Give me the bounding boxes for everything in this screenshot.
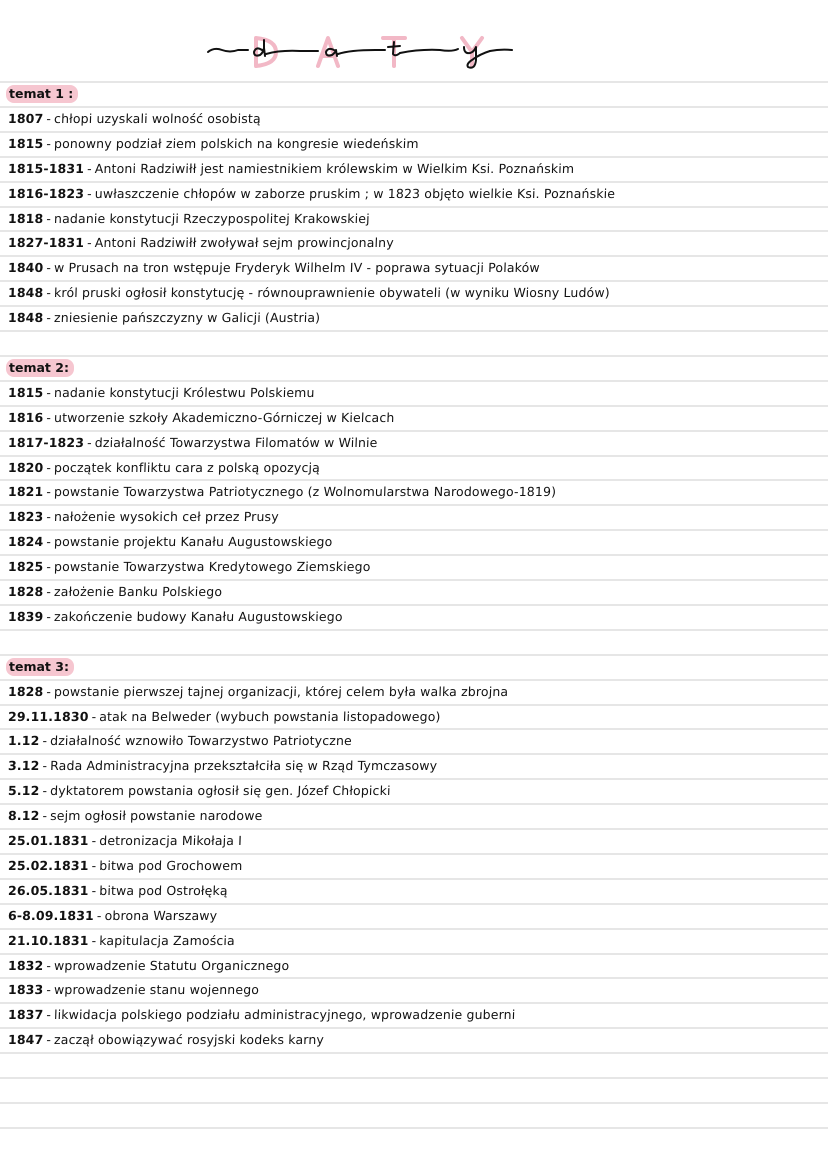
entry-date: 1848 (7, 310, 44, 325)
rule-line (0, 330, 828, 332)
entry-text: początek konfliktu cara z polską opozycją (53, 460, 321, 475)
timeline-entry (8, 979, 260, 1001)
entry-text: w Prusach na tron wstępuje Fryderyk Wilhelm IV - poprawa sytuacji Polaków (53, 260, 541, 275)
entry-dash: - (46, 1032, 52, 1047)
entry-date: 1821 (7, 484, 44, 499)
timeline-entry (8, 830, 243, 852)
entry-date: 1825 (7, 559, 44, 574)
timeline-entry (8, 905, 218, 927)
entry-dash: - (46, 484, 52, 499)
timeline-entry (8, 183, 616, 205)
entry-text: sejm ogłosił powstanie narodowe (49, 808, 263, 823)
timeline-entry (8, 556, 371, 578)
entry-date: 1837 (7, 1007, 44, 1022)
entry-dash: - (46, 211, 52, 226)
entry-text: chłopi uzyskali wolność osobistą (53, 111, 262, 126)
entry-text: bitwa pod Grochowem (99, 858, 243, 873)
entry-text: ponowny podział ziem polskich na kongresie wiedeńskim (53, 136, 420, 151)
title-lettering-icon (200, 20, 520, 80)
entry-text: Antoni Radziwiłł jest namiestnikiem królewskim w Wielkim Ksi. Poznańskim (94, 161, 575, 176)
entry-text: założenie Banku Polskiego (53, 584, 223, 599)
entry-dash: - (46, 285, 52, 300)
rule-line (0, 1102, 828, 1104)
entry-text: powstanie pierwszej tajnej organizacji, której celem była walka zbrojna (53, 684, 509, 699)
entry-dash: - (86, 435, 93, 450)
entry-dash: - (46, 460, 52, 475)
entry-date: 8.12 (7, 808, 40, 823)
entry-date: 1816-1823 (7, 186, 85, 201)
entry-date: 21.10.1831 (7, 933, 89, 948)
entry-date: 6-8.09.1831 (7, 908, 95, 923)
timeline-entry (8, 133, 420, 155)
entry-date: 1815-1831 (7, 161, 85, 176)
entry-dash: - (46, 385, 52, 400)
entry-dash: - (91, 709, 97, 724)
timeline-entry (8, 581, 223, 603)
entry-text: Antoni Radziwiłł zwoływał sejm prowincjonalny (94, 235, 395, 250)
entry-text: zaczął obowiązywać rosyjski kodeks karny (53, 1032, 325, 1047)
entry-date: 1840 (7, 260, 44, 275)
entry-text: uwłaszczenie chłopów w zaborze pruskim ; w 1823 objęto wielkie Ksi. Poznańskie (94, 186, 616, 201)
entry-text: likwidacja polskiego podziału administracyjnego, wprowadzenie guberni (53, 1007, 516, 1022)
entry-date: 1820 (7, 460, 44, 475)
entry-date: 1817-1823 (7, 435, 85, 450)
timeline-entry (8, 208, 371, 230)
entry-text: kapitulacja Zamościa (99, 933, 236, 948)
entry-date: 1832 (7, 958, 44, 973)
timeline-entry (8, 407, 395, 429)
timeline-entry (8, 855, 243, 877)
timeline-entry (8, 681, 509, 703)
section-heading: temat 3: (6, 658, 74, 676)
timeline-entry (8, 805, 263, 827)
entry-text: detronizacja Mikołaja I (99, 833, 243, 848)
timeline-entry (8, 506, 280, 528)
rule-line (0, 81, 828, 83)
entry-text: obrona Warszawy (104, 908, 218, 923)
entry-date: 1.12 (7, 733, 40, 748)
timeline-entry (8, 706, 441, 728)
timeline-entry (8, 531, 333, 553)
rule-line (0, 1052, 828, 1054)
timeline-entry (8, 481, 557, 503)
entry-dash: - (42, 733, 48, 748)
entry-dash: - (46, 559, 52, 574)
entry-date: 1816 (7, 410, 44, 425)
rule-line (0, 1077, 828, 1079)
entry-text: utworzenie szkoły Akademiczno-Górniczej w Kielcach (53, 410, 395, 425)
timeline-entry (8, 730, 353, 752)
entry-date: 3.12 (7, 758, 40, 773)
entry-text: powstanie projektu Kanału Augustowskiego (53, 534, 333, 549)
entry-dash: - (91, 883, 97, 898)
timeline-entry (8, 755, 438, 777)
timeline-entry (8, 307, 321, 329)
timeline-entry (8, 282, 611, 304)
entry-dash: - (42, 783, 48, 798)
section-heading: temat 2: (6, 359, 74, 377)
entry-dash: - (46, 958, 52, 973)
entry-dash: - (42, 808, 48, 823)
timeline-entry (8, 382, 315, 404)
entry-date: 1815 (7, 136, 44, 151)
entry-text: bitwa pod Ostrołęką (99, 883, 228, 898)
timeline-entry (8, 432, 378, 454)
timeline-entry (8, 606, 343, 628)
entry-text: nałożenie wysokich ceł przez Prusy (53, 509, 280, 524)
entry-text: zniesienie pańszczyzny w Galicji (Austria) (53, 310, 321, 325)
entry-text: dyktatorem powstania ogłosił się gen. Józef Chłopicki (49, 783, 391, 798)
entry-text: powstanie Towarzystwa Patriotycznego (z Wolnomularstwa Narodowego-1819) (53, 484, 557, 499)
entry-text: wprowadzenie stanu wojennego (53, 982, 260, 997)
timeline-entry (8, 780, 391, 802)
entry-date: 1828 (7, 684, 44, 699)
entry-dash: - (46, 982, 52, 997)
timeline-entry (8, 232, 395, 254)
entry-dash: - (86, 161, 93, 176)
entry-date: 5.12 (7, 783, 40, 798)
entry-date: 1833 (7, 982, 44, 997)
section-heading: temat 1 : (6, 85, 78, 103)
entry-date: 26.05.1831 (7, 883, 89, 898)
entry-date: 29.11.1830 (7, 709, 89, 724)
entry-date: 1839 (7, 609, 44, 624)
entry-text: król pruski ogłosił konstytucję - równouprawnienie obywateli (w wyniku Wiosny Ludów) (53, 285, 611, 300)
timeline-entry (8, 158, 575, 180)
entry-dash: - (42, 758, 48, 773)
entry-text: nadanie konstytucji Rzeczypospolitej Krakowskiej (53, 211, 371, 226)
entry-date: 1848 (7, 285, 44, 300)
rule-line (0, 1127, 828, 1129)
entry-dash: - (46, 684, 52, 699)
entry-dash: - (91, 933, 97, 948)
entry-text: działalność wznowiło Towarzystwo Patriotyczne (49, 733, 353, 748)
entry-dash: - (46, 260, 52, 275)
entry-dash: - (46, 111, 52, 126)
entry-dash: - (46, 509, 52, 524)
entry-date: 1828 (7, 584, 44, 599)
entry-date: 25.02.1831 (7, 858, 89, 873)
entry-text: atak na Belweder (wybuch powstania listopadowego) (99, 709, 441, 724)
entry-date: 1823 (7, 509, 44, 524)
entry-date: 1824 (7, 534, 44, 549)
entry-dash: - (46, 609, 52, 624)
entry-date: 25.01.1831 (7, 833, 89, 848)
timeline-entry (8, 108, 262, 130)
entry-dash: - (86, 235, 93, 250)
rule-line (0, 355, 828, 357)
entry-dash: - (46, 410, 52, 425)
entry-dash: - (46, 136, 52, 151)
rule-line (0, 654, 828, 656)
timeline-entry (8, 955, 290, 977)
timeline-entry (8, 257, 541, 279)
entry-dash: - (91, 833, 97, 848)
entry-date: 1815 (7, 385, 44, 400)
rule-line (0, 629, 828, 631)
entry-date: 1847 (7, 1032, 44, 1047)
entry-dash: - (91, 858, 97, 873)
entry-text: Rada Administracyjna przekształciła się w Rząd Tymczasowy (49, 758, 438, 773)
entry-dash: - (96, 908, 102, 923)
entry-dash: - (46, 584, 52, 599)
entry-dash: - (86, 186, 93, 201)
timeline-entry (8, 1029, 325, 1051)
entry-date: 1807 (7, 111, 44, 126)
entry-date: 1827-1831 (7, 235, 85, 250)
timeline-entry (8, 880, 228, 902)
entry-dash: - (46, 1007, 52, 1022)
entry-text: powstanie Towarzystwa Kredytowego Ziemskiego (53, 559, 371, 574)
entry-date: 1818 (7, 211, 44, 226)
timeline-entry (8, 457, 321, 479)
timeline-entry (8, 1004, 516, 1026)
entry-text: zakończenie budowy Kanału Augustowskiego (53, 609, 343, 624)
entry-text: działalność Towarzystwa Filomatów w Wilnie (94, 435, 378, 450)
entry-text: wprowadzenie Statutu Organicznego (53, 958, 290, 973)
page-title (200, 20, 520, 80)
entry-dash: - (46, 534, 52, 549)
timeline-entry (8, 930, 236, 952)
entry-text: nadanie konstytucji Królestwu Polskiemu (53, 385, 315, 400)
entry-dash: - (46, 310, 52, 325)
